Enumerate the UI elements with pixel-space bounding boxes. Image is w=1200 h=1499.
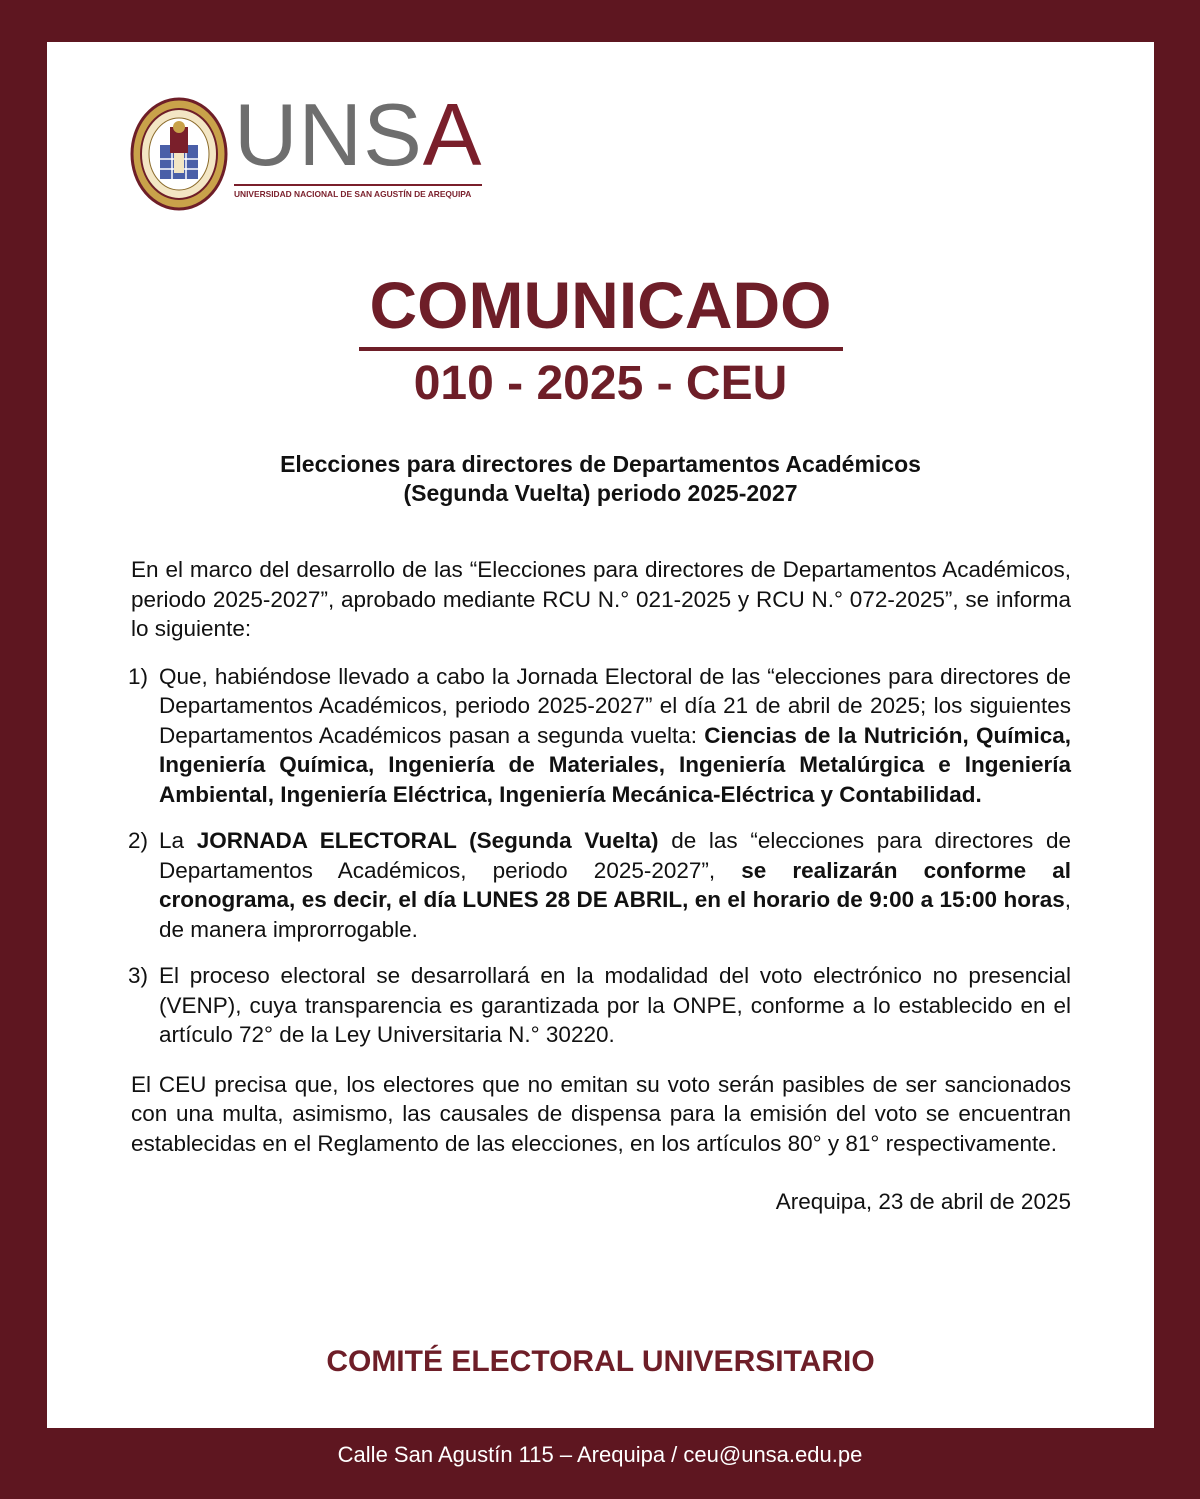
item-number: 2) xyxy=(128,828,149,853)
list-item xyxy=(128,961,1071,1050)
title-underline xyxy=(359,347,843,351)
item-number: 3) xyxy=(128,963,149,988)
item-text: Que, habiéndose llevado a cabo la Jornada Electoral de las “elecciones para directores de Departamentos Académicos, periodo 2025-2027” el día 21 de abril de 2025; los siguientes Departamentos Académicos pasan a segunda vuelta: xyxy=(159,663,1071,748)
item-number: 1) xyxy=(128,663,149,689)
item-text: , de manera improrrogable. xyxy=(159,887,1071,942)
document-title: COMUNICADO xyxy=(369,268,832,342)
unsa-wordmark: UNSA xyxy=(234,85,483,184)
item-bold-text: Ciencias de la Nutrición, Química, Ingeniería Química, Ingeniería de Materiales, Ingeniería Metalúrgica e Ingeniería Ambiental, Ingeniería Eléctrica, Ingeniería Mecánica-Eléctrica y Contabilidad. xyxy=(159,722,1072,807)
subject-line-1: Elecciones para directores de Departamentos Académicos xyxy=(280,451,921,477)
list-item xyxy=(128,662,1072,810)
intro-paragraph: En el marco del desarrollo de las “Elecciones para directores de Departamentos Académicos, periodo 2025-2027”, aprobado mediante RCU N.° 021-2025 y RCU N.° 072-2025”, se informa lo siguiente: xyxy=(131,557,1071,641)
document-number: 010 - 2025 - CEU xyxy=(413,357,788,410)
item-text: La xyxy=(159,828,197,853)
document-body xyxy=(128,555,1072,1217)
subject-heading xyxy=(47,450,1154,508)
university-name: UNIVERSIDAD NACIONAL DE SAN AGUSTÍN DE AREQUIPA xyxy=(234,189,472,199)
item-text: El proceso electoral se desarrollará en la modalidad del voto electrónico no presencial (VENP), cuya transparencia es garantizada por la ONPE, conforme a lo establecido en el artículo 72° de la Ley Universitaria N.° 30220. xyxy=(159,963,1071,1047)
item-text: de las “elecciones para directores de Departamentos Académicos, periodo 2025-2027”, xyxy=(159,828,1071,883)
university-seal-icon xyxy=(130,97,228,211)
list-item xyxy=(128,826,1071,944)
unsa-logo xyxy=(130,85,490,217)
document-sheet xyxy=(47,42,1154,1428)
closing-paragraph: El CEU precisa que, los electores que no emitan su voto serán pasibles de ser sancionados con una multa, asimismo, las causales de dispensa para la emisión del voto se encuentran establecidas en el Reglamento de las elecciones, en los artículos 80° y 81° respectivamente. xyxy=(131,1071,1071,1156)
subject-line-2: (Segunda Vuelta) periodo 2025-2027 xyxy=(403,480,798,506)
item-bold-text: JORNADA ELECTORAL (Segunda Vuelta) xyxy=(196,828,659,853)
numbered-list xyxy=(128,662,1072,1050)
date-line: Arequipa, 23 de abril de 2025 xyxy=(775,1189,1071,1214)
wordmark-divider xyxy=(234,184,482,186)
footer-address: Calle San Agustín 115 – Arequipa / ceu@unsa.edu.pe xyxy=(337,1442,863,1467)
committee-signature: COMITÉ ELECTORAL UNIVERSITARIO xyxy=(326,1345,875,1378)
item-bold-text: se realizarán conforme al cronograma, es decir, el día LUNES 28 DE ABRIL, en el horario de 9:00 a 15:00 horas xyxy=(159,857,1071,912)
